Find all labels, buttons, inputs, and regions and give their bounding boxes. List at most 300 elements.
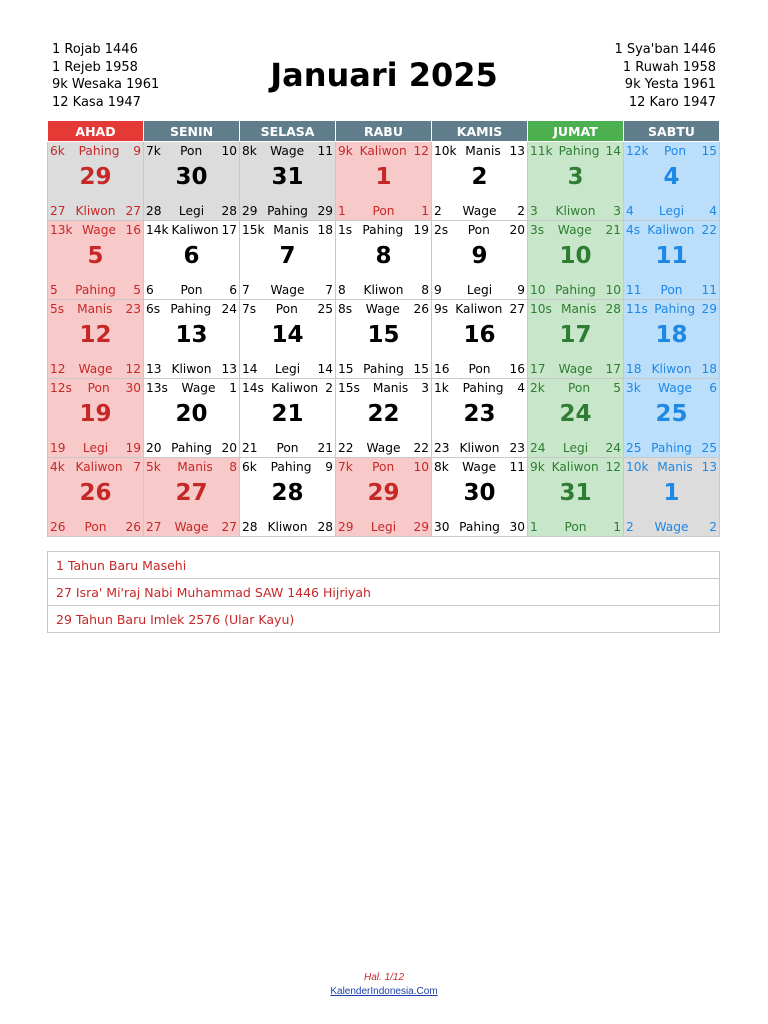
javanese-date: 16 — [125, 223, 141, 237]
javanese-date: 25 — [317, 302, 333, 316]
lunar-date: 1 — [530, 520, 538, 534]
hijri-date: 1s — [338, 223, 353, 237]
hijri-date: 2s — [434, 223, 449, 237]
day-cell[interactable] — [144, 300, 240, 379]
day-cell[interactable] — [48, 379, 144, 458]
pasaran-name-bottom: Pahing — [75, 283, 116, 297]
chinese-pasaran-line — [50, 283, 141, 297]
chinese-pasaran-line — [146, 520, 237, 534]
info-line: 12 Karo 1947 — [628, 94, 716, 110]
javanese-date: 1 — [229, 381, 237, 395]
lunar-date: 27 — [146, 520, 162, 534]
day-number: 31 — [271, 164, 304, 190]
hijri-date: 7k — [146, 144, 161, 158]
chinese-pasaran-line — [626, 204, 717, 218]
day-cell[interactable] — [144, 142, 240, 221]
day-cell[interactable] — [240, 142, 336, 221]
pasaran-name-bottom: Kliwon — [75, 204, 116, 218]
hijri-date: 2k — [530, 381, 545, 395]
pasaran-name-bottom: Pahing — [651, 441, 692, 455]
day-cell[interactable] — [240, 300, 336, 379]
day-cell[interactable] — [48, 458, 144, 537]
pasaran-name-bottom: Pahing — [459, 520, 500, 534]
hijri-pasaran-line — [338, 302, 429, 316]
hijri-pasaran-line — [50, 302, 141, 316]
javanese-date: 17 — [221, 223, 237, 237]
hijri-pasaran-line — [146, 144, 237, 158]
day-cell[interactable] — [528, 379, 624, 458]
hijri-date: 9k — [338, 144, 353, 158]
chinese-pasaran-line — [242, 283, 333, 297]
lunar-date: 20 — [146, 441, 162, 455]
javanese-date: 11 — [317, 144, 333, 158]
lunar-date-right: 10 — [605, 283, 621, 297]
pasaran-name: Pon — [87, 381, 110, 395]
pasaran-name: Manis — [177, 460, 213, 474]
chinese-pasaran-line — [626, 362, 717, 376]
hijri-pasaran-line — [50, 381, 141, 395]
lunar-date-right: 17 — [605, 362, 621, 376]
lunar-date: 7 — [242, 283, 250, 297]
lunar-date: 29 — [338, 520, 354, 534]
weekday-header: KAMIS — [432, 121, 528, 142]
holiday-row — [48, 579, 720, 606]
holiday-item: 29 Tahun Baru Imlek 2576 (Ular Kayu) — [48, 606, 720, 633]
day-number: 29 — [367, 480, 400, 506]
chinese-pasaran-line — [338, 283, 429, 297]
hijri-date: 11k — [530, 144, 553, 158]
hijri-pasaran-line — [530, 223, 621, 237]
day-cell[interactable] — [432, 458, 528, 537]
day-cell[interactable] — [240, 221, 336, 300]
lunar-date-right: 4 — [709, 204, 717, 218]
weekday-header-row — [48, 121, 720, 142]
day-number: 2 — [471, 164, 488, 190]
day-cell[interactable] — [144, 458, 240, 537]
lunar-date-right: 9 — [517, 283, 525, 297]
lunar-date-right: 14 — [317, 362, 333, 376]
pasaran-name-bottom: Wage — [270, 283, 305, 297]
day-number: 10 — [559, 243, 592, 269]
lunar-date: 5 — [50, 283, 58, 297]
info-line: 9k Yesta 1961 — [624, 77, 716, 93]
pasaran-name: Manis — [560, 302, 597, 316]
pasaran-name-bottom: Legi — [658, 204, 685, 218]
chinese-pasaran-line — [338, 520, 429, 534]
pasaran-name-bottom: Wage — [558, 362, 593, 376]
holiday-item: 1 Tahun Baru Masehi — [48, 552, 720, 579]
day-cell[interactable] — [528, 300, 624, 379]
hijri-date: 4s — [626, 223, 641, 237]
day-number: 16 — [463, 322, 496, 348]
javanese-date: 24 — [221, 302, 237, 316]
hijri-date: 15s — [338, 381, 360, 395]
pasaran-name-bottom: Pahing — [363, 362, 404, 376]
day-cell[interactable] — [144, 221, 240, 300]
holiday-row — [48, 552, 720, 579]
javanese-date: 29 — [701, 302, 717, 316]
pasaran-name-bottom: Pon — [276, 441, 299, 455]
lunar-date: 10 — [530, 283, 546, 297]
pasaran-name-bottom: Legi — [562, 441, 589, 455]
pasaran-name: Pahing — [558, 144, 600, 158]
hijri-date: 9k — [530, 460, 545, 474]
javanese-date: 10 — [221, 144, 237, 158]
lunar-date-right: 20 — [221, 441, 237, 455]
day-cell[interactable] — [48, 221, 144, 300]
day-cell[interactable] — [432, 142, 528, 221]
day-number: 15 — [367, 322, 400, 348]
lunar-date-right: 19 — [125, 441, 141, 455]
info-line: 1 Rejeb 1958 — [52, 59, 138, 75]
page-number: Hal. 1/12 — [363, 972, 405, 983]
day-number: 18 — [655, 322, 688, 348]
hijri-date: 5s — [50, 302, 65, 316]
chinese-pasaran-line — [434, 520, 525, 534]
chinese-pasaran-line — [146, 441, 237, 455]
pasaran-name: Kaliwon — [455, 302, 503, 316]
pasaran-name: Manis — [657, 460, 693, 474]
pasaran-name-bottom: Kliwon — [651, 362, 692, 376]
hijri-pasaran-line — [50, 460, 141, 474]
javanese-date: 6 — [709, 381, 717, 395]
lunar-date: 29 — [242, 204, 258, 218]
day-cell[interactable] — [144, 379, 240, 458]
lunar-date-right: 6 — [229, 283, 237, 297]
hijri-pasaran-line — [242, 144, 333, 158]
chinese-pasaran-line — [626, 520, 717, 534]
hijri-pasaran-line — [338, 144, 429, 158]
day-cell[interactable] — [528, 221, 624, 300]
lunar-date-right: 29 — [413, 520, 429, 534]
pasaran-name: Wage — [82, 223, 117, 237]
day-number: 21 — [271, 401, 304, 427]
lunar-date: 11 — [626, 283, 642, 297]
chinese-pasaran-line — [434, 362, 525, 376]
pasaran-name-bottom: Kliwon — [363, 283, 404, 297]
pasaran-name: Pahing — [654, 302, 696, 316]
weekday-header: SENIN — [144, 121, 240, 142]
hijri-date: 10k — [626, 460, 649, 474]
day-number: 11 — [655, 243, 688, 269]
javanese-date: 8 — [229, 460, 237, 474]
javanese-date: 28 — [605, 302, 621, 316]
chinese-pasaran-line — [626, 441, 717, 455]
pasaran-name: Wage — [181, 381, 216, 395]
hijri-date: 7k — [338, 460, 353, 474]
hijri-pasaran-line — [242, 460, 333, 474]
hijri-pasaran-line — [338, 460, 429, 474]
week-row — [48, 458, 720, 537]
javanese-date: 14 — [605, 144, 621, 158]
week-row — [48, 221, 720, 300]
pasaran-name: Kaliwon — [75, 460, 123, 474]
hijri-pasaran-line — [146, 381, 237, 395]
lunar-date: 23 — [434, 441, 450, 455]
pasaran-name-bottom: Pon — [468, 362, 491, 376]
day-cell[interactable] — [336, 300, 432, 379]
pasaran-name: Pon — [180, 144, 203, 158]
pasaran-name-bottom: Wage — [654, 520, 689, 534]
lunar-date-right: 22 — [413, 441, 429, 455]
info-line: 1 Ruwah 1958 — [622, 59, 716, 75]
day-cell[interactable] — [48, 142, 144, 221]
pasaran-name-bottom: Legi — [82, 441, 109, 455]
lunar-date-right: 27 — [125, 204, 141, 218]
chinese-pasaran-line — [530, 441, 621, 455]
day-cell[interactable] — [240, 379, 336, 458]
day-cell[interactable] — [432, 379, 528, 458]
lunar-date: 13 — [146, 362, 162, 376]
lunar-date-right: 1 — [613, 520, 621, 534]
lunar-date-right: 16 — [509, 362, 525, 376]
day-cell[interactable] — [624, 300, 720, 379]
pasaran-name-bottom: Legi — [466, 283, 493, 297]
lunar-date-right: 23 — [509, 441, 525, 455]
pasaran-name: Kaliwon — [359, 144, 407, 158]
day-cell[interactable] — [624, 142, 720, 221]
hijri-date: 8s — [338, 302, 353, 316]
lunar-date-right: 2 — [709, 520, 717, 534]
lunar-date-right: 30 — [509, 520, 525, 534]
hijri-date: 15k — [242, 223, 265, 237]
hijri-pasaran-line — [530, 144, 621, 158]
day-cell[interactable] — [48, 300, 144, 379]
javanese-date: 27 — [509, 302, 525, 316]
day-number: 3 — [567, 164, 584, 190]
lunar-date-right: 15 — [413, 362, 429, 376]
calendar-header — [0, 0, 768, 118]
hijri-pasaran-line — [626, 144, 717, 158]
pasaran-name: Pahing — [362, 223, 404, 237]
pasaran-name-bottom: Legi — [274, 362, 301, 376]
hijri-date: 8k — [242, 144, 257, 158]
pasaran-name: Pahing — [462, 381, 504, 395]
hijri-date: 8k — [434, 460, 449, 474]
javanese-date: 19 — [413, 223, 429, 237]
weekday-header: RABU — [336, 121, 432, 142]
javanese-date: 7 — [133, 460, 141, 474]
lunar-date: 18 — [626, 362, 642, 376]
lunar-date: 2 — [434, 204, 442, 218]
lunar-date-right: 1 — [421, 204, 429, 218]
lunar-date-right: 27 — [221, 520, 237, 534]
pasaran-name: Pahing — [270, 460, 312, 474]
day-cell[interactable] — [432, 300, 528, 379]
pasaran-name-bottom: Pon — [84, 520, 107, 534]
hijri-pasaran-line — [434, 381, 525, 395]
day-cell[interactable] — [432, 221, 528, 300]
chinese-pasaran-line — [626, 283, 717, 297]
pasaran-name: Wage — [462, 460, 497, 474]
week-row — [48, 142, 720, 221]
pasaran-name-bottom: Wage — [462, 204, 497, 218]
hijri-pasaran-line — [626, 302, 717, 316]
lunar-date: 21 — [242, 441, 258, 455]
pasaran-name: Kaliwon — [171, 223, 219, 237]
hijri-date: 6k — [242, 460, 257, 474]
pasaran-name-bottom: Pon — [660, 283, 683, 297]
hijri-date: 5k — [146, 460, 161, 474]
javanese-date: 11 — [509, 460, 525, 474]
day-cell[interactable] — [624, 221, 720, 300]
day-number: 31 — [559, 480, 592, 506]
day-number: 12 — [79, 322, 112, 348]
info-line: 9k Wesaka 1961 — [52, 77, 160, 93]
site-link[interactable]: KalenderIndonesia.Com — [330, 986, 438, 997]
month-title: Januari 2025 — [270, 56, 498, 94]
hijri-date: 1k — [434, 381, 449, 395]
weekday-header: AHAD — [48, 121, 144, 142]
day-cell[interactable] — [336, 458, 432, 537]
chinese-pasaran-line — [434, 204, 525, 218]
chinese-pasaran-line — [242, 441, 333, 455]
chinese-pasaran-line — [50, 441, 141, 455]
pasaran-name-bottom: Kliwon — [171, 362, 212, 376]
hijri-date: 13s — [146, 381, 168, 395]
day-cell[interactable] — [336, 142, 432, 221]
hijri-date: 10s — [530, 302, 552, 316]
hijri-pasaran-line — [626, 223, 717, 237]
hijri-date: 12k — [626, 144, 649, 158]
day-cell[interactable] — [624, 458, 720, 537]
javanese-date: 18 — [317, 223, 333, 237]
pasaran-name: Pahing — [170, 302, 212, 316]
chinese-pasaran-line — [50, 362, 141, 376]
javanese-date: 3 — [421, 381, 429, 395]
javanese-date: 12 — [413, 144, 429, 158]
hijri-pasaran-line — [242, 223, 333, 237]
hijri-pasaran-line — [530, 302, 621, 316]
javanese-date: 15 — [701, 144, 717, 158]
lunar-date-right: 7 — [325, 283, 333, 297]
pasaran-name-bottom: Wage — [78, 362, 113, 376]
hijri-date: 10k — [434, 144, 457, 158]
hijri-pasaran-line — [434, 144, 525, 158]
javanese-date: 13 — [509, 144, 525, 158]
lunar-date-right: 26 — [125, 520, 141, 534]
hijri-date: 9s — [434, 302, 449, 316]
javanese-date: 23 — [125, 302, 141, 316]
lunar-date-right: 2 — [517, 204, 525, 218]
hijri-pasaran-line — [530, 381, 621, 395]
hijri-pasaran-line — [146, 460, 237, 474]
pasaran-name-bottom: Legi — [370, 520, 397, 534]
lunar-info-end — [614, 41, 716, 111]
hijri-pasaran-line — [434, 460, 525, 474]
calendar-body — [48, 142, 720, 537]
lunar-date: 9 — [434, 283, 442, 297]
day-number: 30 — [175, 164, 208, 190]
day-cell[interactable] — [528, 458, 624, 537]
weekday-header: SABTU — [624, 121, 720, 142]
day-cell[interactable] — [336, 221, 432, 300]
lunar-date: 30 — [434, 520, 450, 534]
day-cell[interactable] — [336, 379, 432, 458]
lunar-date: 8 — [338, 283, 346, 297]
calendar-grid — [47, 120, 720, 537]
pasaran-name: Manis — [372, 381, 409, 395]
lunar-date: 15 — [338, 362, 354, 376]
javanese-date: 21 — [605, 223, 621, 237]
day-number: 29 — [79, 164, 112, 190]
weekday-header: SELASA — [240, 121, 336, 142]
day-number: 8 — [375, 243, 392, 269]
hijri-pasaran-line — [626, 460, 717, 474]
hijri-pasaran-line — [146, 302, 237, 316]
pasaran-name: Kaliwon — [647, 223, 695, 237]
hijri-pasaran-line — [530, 460, 621, 474]
day-number: 27 — [175, 480, 208, 506]
javanese-date: 13 — [701, 460, 717, 474]
page-footer — [0, 971, 768, 999]
chinese-pasaran-line — [242, 362, 333, 376]
day-number: 14 — [271, 322, 304, 348]
lunar-date: 12 — [50, 362, 66, 376]
chinese-pasaran-line — [434, 441, 525, 455]
holiday-list — [47, 551, 720, 633]
pasaran-name: Manis — [273, 223, 309, 237]
day-cell[interactable] — [624, 379, 720, 458]
hijri-date: 4k — [50, 460, 65, 474]
info-line: 1 Rojab 1446 — [52, 42, 138, 57]
pasaran-name: Wage — [557, 223, 592, 237]
javanese-date: 4 — [517, 381, 525, 395]
day-number: 17 — [559, 322, 592, 348]
pasaran-name-bottom: Pon — [372, 204, 395, 218]
week-row — [48, 379, 720, 458]
weekday-header: JUMAT — [528, 121, 624, 142]
javanese-date: 5 — [613, 381, 621, 395]
day-number: 1 — [663, 480, 680, 506]
lunar-date-right: 8 — [421, 283, 429, 297]
pasaran-name: Wage — [658, 381, 693, 395]
day-number: 6 — [183, 243, 200, 269]
day-number: 19 — [79, 401, 112, 427]
lunar-date: 19 — [50, 441, 66, 455]
day-cell[interactable] — [240, 458, 336, 537]
week-row — [48, 300, 720, 379]
day-number: 23 — [463, 401, 496, 427]
chinese-pasaran-line — [434, 283, 525, 297]
javanese-date: 22 — [701, 223, 717, 237]
pasaran-name: Kaliwon — [270, 381, 319, 395]
chinese-pasaran-line — [242, 520, 333, 534]
day-number: 4 — [663, 164, 680, 190]
pasaran-name-bottom: Kliwon — [555, 204, 596, 218]
pasaran-name: Pahing — [78, 144, 120, 158]
day-number: 5 — [87, 243, 104, 269]
lunar-date: 28 — [146, 204, 162, 218]
lunar-date-right: 5 — [133, 283, 141, 297]
lunar-date: 22 — [338, 441, 354, 455]
day-number: 1 — [375, 164, 392, 190]
day-number: 25 — [655, 401, 688, 427]
chinese-pasaran-line — [530, 362, 621, 376]
javanese-date: 20 — [509, 223, 525, 237]
lunar-date-right: 28 — [221, 204, 237, 218]
chinese-pasaran-line — [242, 204, 333, 218]
day-cell[interactable] — [528, 142, 624, 221]
lunar-date-right: 24 — [605, 441, 621, 455]
hijri-date: 6s — [146, 302, 161, 316]
chinese-pasaran-line — [146, 362, 237, 376]
hijri-date: 6k — [50, 144, 65, 158]
hijri-date: 14s — [242, 381, 264, 395]
hijri-pasaran-line — [626, 381, 717, 395]
pasaran-name-bottom: Wage — [366, 441, 401, 455]
hijri-date: 7s — [242, 302, 257, 316]
